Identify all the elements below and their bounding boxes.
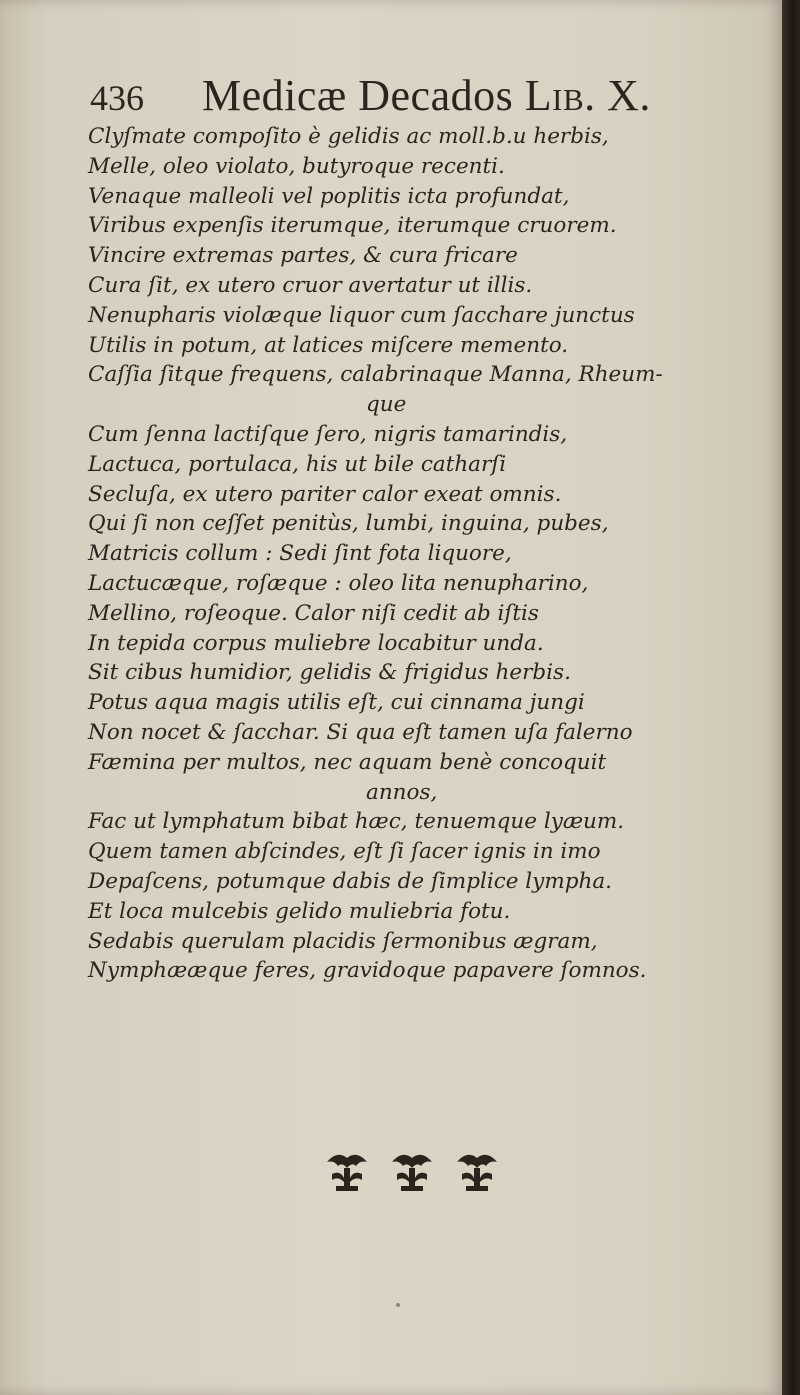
verse-line: que <box>366 392 407 418</box>
verse-line: Cum ſenna lactiſque ſero, nigris tamarindis, <box>88 421 568 447</box>
verse-line: Caſſia ſitque frequens, calabrinaque Manna, Rheum- <box>88 362 663 388</box>
verse-line: Secluſa, ex utero pariter calor exeat omnis. <box>88 481 562 507</box>
verse-line: Sedabis querulam placidis ſermonibus ægram, <box>88 928 598 954</box>
verse-line: Venaque malleoli vel poplitis icta profundat, <box>88 183 570 209</box>
verse-line: Vincire extremas partes, & cura fricare <box>88 243 518 269</box>
verse-line: Melle, oleo violato, butyroque recenti. <box>88 153 505 179</box>
running-title-book: Lib. X. <box>524 71 651 120</box>
verse-line: Depaſcens, potumque dabis de ſimplice lympha. <box>88 868 612 894</box>
printer-fleuron-ornament <box>312 1148 512 1200</box>
verse-line: Nymphææque feres, gravidoque papavere ſomnos. <box>88 958 647 984</box>
verse-line: Lactucæque, roſæque : oleo lita nenupharino, <box>88 570 589 596</box>
verse-line: Clyſmate compoſito è gelidis ac moll.b.u herbis, <box>88 124 609 149</box>
verse-line: Quem tamen abſcindes, eſt ſi ſacer ignis in imo <box>88 839 601 865</box>
ink-speck <box>396 1303 400 1307</box>
verse-line: Fac ut lymphatum bibat hæc, tenuemque lyæum. <box>88 809 625 835</box>
verse-line: Utilis in potum, at latices miſcere memento. <box>88 332 569 358</box>
verse-line: Mellino, roſeoque. Calor niſi cedit ab iſtis <box>88 600 539 626</box>
running-title <box>202 72 651 120</box>
verse-line: Nenupharis violæque liquor cum ſacchare junctus <box>88 302 635 328</box>
verse-block <box>88 122 768 986</box>
book-spine-edge <box>782 0 800 1395</box>
verse-line: Sit cibus humidior, gelidis & frigidus herbis. <box>88 660 571 686</box>
verse-line: In tepida corpus muliebre locabitur unda. <box>88 630 544 656</box>
page-header <box>90 72 690 122</box>
verse-line: Et loca mulcebis gelido muliebria fotu. <box>88 898 511 924</box>
verse-line: Matricis collum : Sedi ſint fota liquore, <box>88 541 512 567</box>
verse-line: Lactuca, portulaca, his ut bile catharſi <box>88 451 507 477</box>
verse-line: annos, <box>366 779 438 805</box>
verse-line: Potus aqua magis utilis eſt, cui cinnama jungi <box>88 690 585 716</box>
verse-line: Viribus expenſis iterumque, iterumque cruorem. <box>88 213 617 239</box>
page-number: 436 <box>90 78 144 118</box>
verse-line: Non nocet & ſacchar. Si qua eſt tamen uſa falerno <box>88 719 633 745</box>
verse-line: Qui ſi non ceſſet penitùs, lumbi, inguina, pubes, <box>88 511 609 537</box>
running-title-main: Medicæ Decados <box>202 71 525 120</box>
verse-line: Fæmina per multos, nec aquam benè concoquit <box>88 749 607 775</box>
verse-line: Cura ſit, ex utero cruor avertatur ut illis. <box>88 272 533 298</box>
